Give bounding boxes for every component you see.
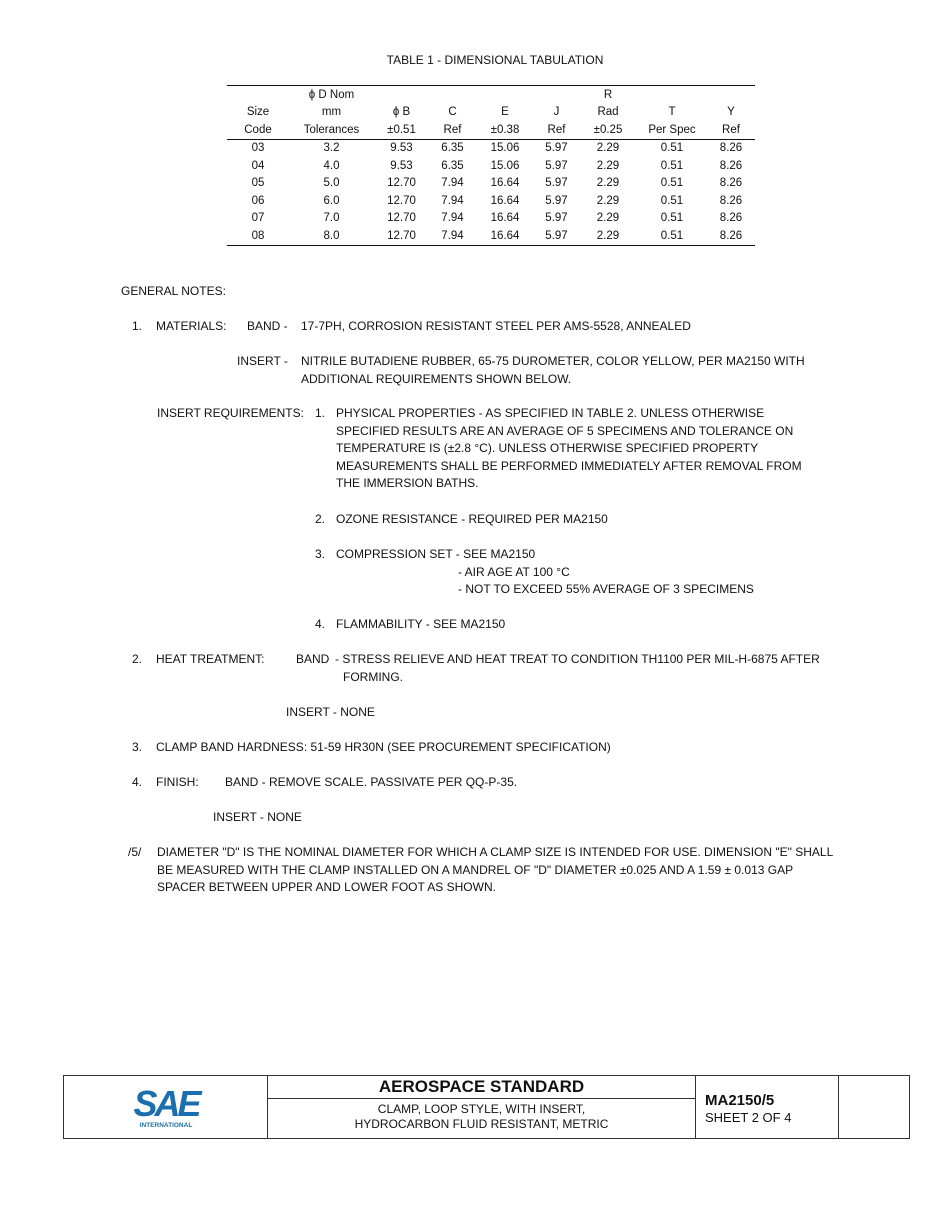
requirement-4-number: 4.	[315, 617, 326, 631]
table-cell: 5.97	[534, 227, 579, 245]
table-cell: 07	[251, 212, 265, 225]
table-cell: 15.06	[490, 142, 520, 155]
note-4-number: 4.	[132, 775, 143, 789]
table-header-cell: ϕ B	[392, 106, 411, 119]
table-header-cell	[534, 86, 579, 104]
table-header	[227, 86, 755, 140]
table-header-row	[227, 86, 755, 104]
table-header-cell: R	[579, 86, 637, 104]
note-2-band-line-2: FORMING.	[343, 669, 403, 684]
sae-logo	[64, 1076, 268, 1138]
table-header-row	[227, 104, 755, 122]
table-header-cell: ϕ D Nom	[289, 86, 374, 104]
table-header-cell: Code	[227, 121, 289, 139]
table-cell: 0.51	[660, 212, 684, 225]
table-header-cell: Ref	[707, 121, 755, 139]
table-header-cell: mm	[321, 106, 342, 119]
table-title: TABLE 1 - DIMENSIONAL TABULATION	[386, 53, 604, 67]
table-cell: 2.29	[596, 212, 620, 225]
table-header-cell	[707, 86, 755, 104]
table-cell: 4.0	[323, 159, 340, 172]
document-title-line-1: CLAMP, LOOP STYLE, WITH INSERT,	[377, 1102, 586, 1116]
note-5-line: SPACER BETWEEN UPPER AND LOWER FOOT AS SHOWN.	[157, 880, 496, 894]
table-header-cell	[476, 86, 534, 104]
table-header-row	[227, 121, 755, 139]
logo-cell	[64, 1076, 268, 1138]
table-header-cell: ±0.51	[374, 121, 429, 139]
table-cell: 8.26	[719, 142, 743, 155]
note-1-label: MATERIALS:	[156, 319, 227, 333]
table-cell: 08	[227, 227, 289, 245]
table-cell: 3.2	[323, 142, 340, 155]
table-cell: 7.94	[441, 177, 464, 190]
table-cell: 12.70	[374, 227, 429, 245]
table-cell: 5.97	[545, 212, 568, 225]
insert-requirements-label: INSERT REQUIREMENTS:	[157, 406, 304, 420]
table-cell: 6.35	[441, 159, 464, 172]
note-4-band-text: BAND - REMOVE SCALE. PASSIVATE PER QQ-P-35.	[225, 775, 518, 789]
table-header-cell: ±0.38	[476, 121, 534, 139]
table-cell: 8.26	[719, 159, 743, 172]
table-cell: 5.0	[323, 177, 340, 190]
note-2-band-label: BAND	[296, 652, 330, 666]
table-cell: 9.53	[390, 142, 413, 155]
sae-logo-letters: SAE	[133, 1083, 199, 1124]
table-header-cell: Ref	[534, 121, 579, 139]
table-cell: 0.51	[660, 142, 684, 155]
aerospace-standard-heading: AEROSPACE STANDARD	[268, 1076, 695, 1099]
table-cell: 8.26	[719, 194, 743, 207]
table-cell: 0.51	[660, 159, 684, 172]
note-1-insert-line-1: NITRILE BUTADIENE RUBBER, 65-75 DUROMETER, COLOR YELLOW, PER MA2150 WITH	[301, 354, 805, 368]
table-cell: 7.0	[323, 212, 340, 225]
revision-cell	[839, 1076, 909, 1138]
table-cell: 8.26	[707, 227, 755, 245]
requirement-1-line: SPECIFIED RESULTS ARE AN AVERAGE OF 5 SPECIMENS AND TOLERANCE ON	[336, 423, 794, 438]
table-cell: 16.64	[490, 212, 520, 225]
note-3-number: 3.	[132, 740, 143, 754]
note-5-text	[157, 844, 833, 897]
note-4-label: FINISH:	[156, 775, 199, 789]
table-header-cell: Tolerances	[289, 121, 374, 139]
table-cell: 15.06	[490, 159, 520, 172]
note-5-line: DIAMETER "D" IS THE NOMINAL DIAMETER FOR WHICH A CLAMP SIZE IS INTENDED FOR USE. DIMENSION "E" SHALL	[157, 845, 834, 859]
table-cell: 06	[251, 194, 265, 207]
note-2-band-line-1: - STRESS RELIEVE AND HEAT TREAT TO CONDITION TH1100 PER MIL-H-6875 AFTER	[335, 652, 820, 666]
table-cell: 05	[251, 177, 265, 190]
requirement-1-line: PHYSICAL PROPERTIES - AS SPECIFIED IN TABLE 2. UNLESS OTHERWISE	[336, 406, 765, 420]
note-2-insert: INSERT - NONE	[286, 705, 375, 719]
requirement-1-text	[336, 405, 802, 493]
table-row	[227, 175, 755, 193]
table-cell: 12.70	[387, 177, 416, 190]
requirement-3-number: 3.	[315, 547, 326, 561]
table-cell: 16.64	[490, 194, 520, 207]
requirement-2-text: OZONE RESISTANCE - REQUIRED PER MA2150	[336, 512, 608, 526]
table-cell: 2.29	[596, 142, 620, 155]
sae-logo-subtitle: INTERNATIONAL	[139, 1122, 193, 1129]
table-cell: 5.97	[545, 177, 568, 190]
table-cell: 16.64	[476, 227, 534, 245]
table-header-cell	[429, 86, 476, 104]
document-title-line-2: HYDROCARBON FLUID RESISTANT, METRIC	[354, 1116, 609, 1131]
requirement-2-number: 2.	[315, 512, 326, 526]
table-cell: 8.0	[289, 227, 374, 245]
table-cell: 5.97	[545, 194, 568, 207]
note-2-label: HEAT TREATMENT:	[156, 652, 265, 666]
note-3-text: CLAMP BAND HARDNESS: 51-59 HR30N (SEE PROCUREMENT SPECIFICATION)	[156, 740, 611, 754]
table-row	[227, 192, 755, 210]
table-cell: 16.64	[490, 177, 520, 190]
table-header-cell: Per Spec	[637, 121, 707, 139]
note-1-number: 1.	[132, 319, 143, 333]
table-cell: 2.29	[596, 159, 620, 172]
table-header-cell: Size	[246, 106, 270, 119]
table-header-cell: Ref	[429, 121, 476, 139]
requirement-3-sub-2: - NOT TO EXCEED 55% AVERAGE OF 3 SPECIMENS	[458, 582, 754, 596]
requirement-3-text: COMPRESSION SET - SEE MA2150	[336, 547, 536, 561]
note-1-insert-line-2: ADDITIONAL REQUIREMENTS SHOWN BELOW.	[301, 371, 572, 386]
table-cell: 0.51	[637, 227, 707, 245]
table-cell: 7.94	[441, 194, 464, 207]
table-cell: 7.94	[441, 212, 464, 225]
requirement-1-number: 1.	[315, 406, 326, 420]
note-1-band-text: 17-7PH, CORROSION RESISTANT STEEL PER AMS-5528, ANNEALED	[301, 319, 691, 333]
note-5-line: BE MEASURED WITH THE CLAMP INSTALLED ON A MANDREL OF "D" DIAMETER ±0.025 AND A 1.59 ± 0.013 GAP	[157, 862, 794, 877]
table-header-cell	[227, 86, 289, 104]
table-cell: 2.29	[596, 177, 620, 190]
table-header-cell: J	[553, 106, 560, 119]
document-title	[268, 1102, 695, 1131]
table-cell: 5.97	[545, 159, 568, 172]
general-notes-heading: GENERAL NOTES:	[121, 284, 226, 298]
table-cell: 2.29	[579, 227, 637, 245]
table-cell: 7.94	[429, 227, 476, 245]
requirement-1-line: MEASUREMENTS SHALL BE PERFORMED IMMEDIATELY AFTER REMOVAL FROM	[336, 458, 802, 473]
table-cell: 9.53	[390, 159, 413, 172]
table-cell: 8.26	[719, 212, 743, 225]
table-row	[227, 210, 755, 228]
note-1-insert-label: INSERT -	[237, 354, 288, 368]
table-header-cell	[637, 86, 707, 104]
title-cell	[268, 1076, 696, 1138]
table-cell: 2.29	[596, 194, 620, 207]
note-4-insert: INSERT - NONE	[213, 810, 302, 824]
title-block	[63, 1075, 910, 1139]
table-cell: 8.26	[719, 177, 743, 190]
table-cell: 6.35	[441, 142, 464, 155]
table-header-cell: E	[501, 106, 509, 119]
table-header-cell: C	[448, 106, 457, 119]
table-header-cell: Rad	[597, 106, 619, 119]
requirement-4-text: FLAMMABILITY - SEE MA2150	[336, 617, 506, 631]
note-2-number: 2.	[132, 652, 143, 666]
document-number: MA2150/5	[705, 1092, 775, 1109]
table-cell: 0.51	[660, 194, 684, 207]
table-cell: 04	[251, 159, 265, 172]
requirement-3-sub-1: - AIR AGE AT 100 °C	[458, 564, 570, 579]
table-cell: 03	[251, 142, 265, 155]
requirement-1-line: TEMPERATURE IS (±2.8 °C). UNLESS OTHERWISE SPECIFIED PROPERTY	[336, 441, 759, 455]
table-cell: 5.97	[545, 142, 568, 155]
document-number-cell	[696, 1076, 839, 1138]
table-header-cell	[374, 86, 429, 104]
table-cell: 12.70	[387, 212, 416, 225]
table-cell: 6.0	[323, 194, 340, 207]
note-5-number: /5/	[128, 845, 142, 859]
table-row	[227, 139, 755, 157]
table-cell: 12.70	[387, 194, 416, 207]
sheet-number: SHEET 2 OF 4	[705, 1110, 792, 1125]
note-1-band-label: BAND -	[247, 319, 288, 333]
table-header-cell: T	[668, 106, 676, 119]
table-header-cell: Y	[727, 106, 735, 119]
table-header-cell: ±0.25	[579, 121, 637, 139]
table-body	[227, 139, 755, 245]
dimensional-table	[227, 85, 755, 246]
table-row	[227, 157, 755, 175]
table-row	[227, 227, 755, 245]
requirement-1-line: THE IMMERSION BATHS.	[336, 476, 479, 490]
table-cell: 0.51	[660, 177, 684, 190]
